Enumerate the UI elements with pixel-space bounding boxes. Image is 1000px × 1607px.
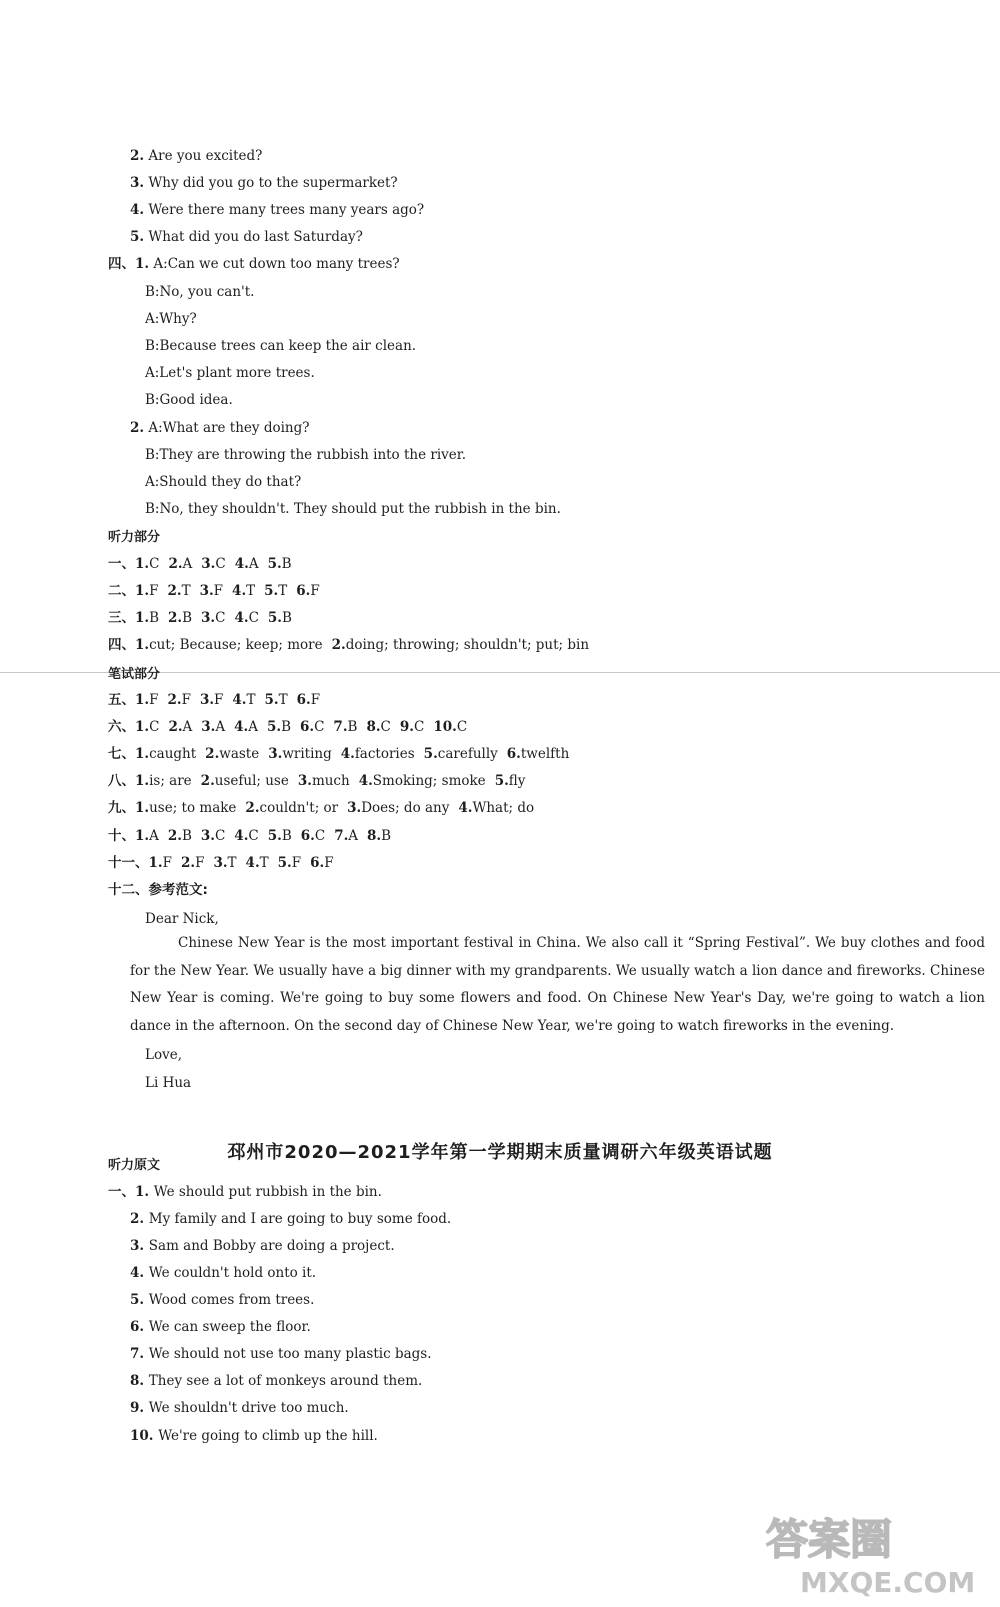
answer-item: 9.C [399,719,425,735]
section-prefix: 四、 [108,637,135,653]
answer-item: 5.F [277,855,302,871]
answer-item: 2.F [180,855,205,871]
section-prefix: 八、 [108,773,135,789]
answer-item: 2.F [167,692,191,708]
answer-item: 5.fly [494,773,526,789]
dialogue-2-line-4: B:No, they shouldn't. They should put the rubbish in the bin. [145,501,561,517]
section-12-label: 十二、参考范文: [108,882,208,898]
watermark-bottom-text: MXQE.COM [800,1566,976,1599]
answer-item: 6.F [296,583,320,599]
answer-item: 1.is; are [135,773,192,789]
answer-item: 3.T [213,855,237,871]
answer-item: 10.C [433,719,468,735]
answer-item: 5.T [264,692,288,708]
answer-item: 1.C [135,719,160,735]
letter-signature: Li Hua [145,1075,192,1091]
answer-item: 6.C [299,719,325,735]
dialogue-1-line-1: 四、1. A:Can we cut down too many trees? [108,256,400,272]
answer-item: 2.T [167,583,191,599]
answer-item: 6.C [300,828,326,844]
answer-item: 5.carefully [423,746,498,762]
watermark-top-text: 答案圈 [766,1515,893,1564]
answer-item: 4.C [234,828,259,844]
dialogue-1-line-2: B:No, you can't. [145,284,255,300]
answer-item: 2.doing; throwing; shouldn't; put; bin [331,637,590,653]
listening-answers-row [108,608,301,628]
dialogue-1-line-5: A:Let's plant more trees. [145,365,315,381]
answer-item: 2.B [167,828,192,844]
answer-item: 1.F [135,692,159,708]
answer-item: 3.much [297,773,350,789]
section-prefix: 三、 [108,610,135,626]
dialogue-2-line-3: A:Should they do that? [145,474,302,490]
exam-title: 邳州市2020—2021学年第一学期期末质量调研六年级英语试题 [227,1142,773,1163]
watermark-logo [760,1504,990,1599]
answer-item: 8.C [366,719,391,735]
answer-item: 4.A [234,719,258,735]
answer-item: 1.cut; Because; keep; more [135,637,323,653]
answer-item: 2.B [168,610,193,626]
answer-item: 4.T [245,855,269,871]
answer-item: 1.A [135,828,159,844]
answer-item: 4.Smoking; smoke [358,773,486,789]
answer-item: 1.F [135,583,159,599]
answer-item: 6.F [310,855,334,871]
answer-item: 4.T [232,583,256,599]
answer-item: 5.B [267,610,292,626]
answer-item: 5.B [266,719,291,735]
answer-item: 3.C [200,828,226,844]
dialogue-1-line-6: B:Good idea. [145,392,233,408]
answer-item: 3.C [201,610,226,626]
writing-answers-row [108,798,543,818]
answer-item: 3.Does; do any [347,800,450,816]
section-prefix: 一、 [108,556,135,572]
answer-item: 3.C [201,556,226,572]
watermark-badge-icon [760,1504,990,1599]
answer-item: 1.B [135,610,160,626]
writing-answers-row [108,717,476,737]
answer-item: 5.B [267,556,292,572]
writing-answers-row [108,771,534,791]
listening-answers-row [108,554,301,574]
dialogue-1-line-4: B:Because trees can keep the air clean. [145,338,417,354]
answer-item: 8.B [367,828,392,844]
answer-item: 3.A [201,719,226,735]
answer-item: 6.F [296,692,321,708]
listening-script-heading: 听力原文 [108,1158,161,1173]
answer-item: 5.B [267,828,292,844]
answer-item: 4.C [234,610,259,626]
listening-answers-row [108,635,598,655]
answer-item: 3.F [199,692,224,708]
script-item: 10. We're going to climb up the hill. [130,1428,378,1444]
script-item: 7. We should not use too many plastic bags. [130,1346,432,1362]
section-prefix: 七、 [108,746,135,762]
answer-item: 1.caught [135,746,197,762]
dialogue-1-line-3: A:Why? [145,311,197,327]
answer-item: 5.T [264,583,288,599]
writing-answers-row [108,744,578,764]
answer-item: 4.T [232,692,256,708]
section-prefix: 二、 [108,583,135,599]
answer-item: 4.A [234,556,259,572]
answer-item: 4.What; do [458,800,535,816]
letter-closing: Love, [145,1047,182,1063]
section-prefix: 六、 [108,719,135,735]
script-item: 5. Wood comes from trees. [130,1292,315,1308]
listening-part-heading: 听力部分 [108,530,161,545]
writing-part-heading: 笔试部分 [108,667,161,682]
script-item: 8. They see a lot of monkeys around them. [130,1373,423,1389]
listening-answers-row [108,581,329,601]
answer-item: 3.writing [268,746,332,762]
answer-item: 7.A [334,828,359,844]
dialogue-2-line-2: B:They are throwing the rubbish into the river. [145,447,467,463]
section-prefix: 九、 [108,800,135,816]
script-item: 6. We can sweep the floor. [130,1319,311,1335]
answer-item: 2.waste [205,746,260,762]
script-item: 一、1. We should put rubbish in the bin. [108,1184,382,1200]
section-prefix: 十、 [108,828,135,844]
script-item: 3. Sam and Bobby are doing a project. [130,1238,395,1254]
answer-3: 3. Why did you go to the supermarket? [130,175,398,191]
answer-item: 3.F [199,583,224,599]
answer-item: 2.A [168,556,193,572]
answer-item: 4.factories [340,746,415,762]
writing-answers-row [108,826,400,846]
script-item: 4. We couldn't hold onto it. [130,1265,317,1281]
letter-greeting: Dear Nick, [145,911,219,927]
section-prefix: 五、 [108,692,135,708]
answer-item: 2.couldn't; or [245,800,339,816]
script-item: 9. We shouldn't drive too much. [130,1400,349,1416]
writing-answers-row [108,853,343,873]
essay-body: Chinese New Year is the most important festival in China. We also call it “Spring Festival”. We buy clothes and food for the New Year. We usually have a big dinner with my grandparents. We usually watch a lion dance and fireworks. Chinese New Year is coming. We're going to buy some flowers and food. On Chinese New Year's Day, we're going to watch a lion dance in the afternoon. On the second day of Chinese New Year, we're going to watch fireworks in the evening. [130,935,985,1034]
answer-5: 5. What did you do last Saturday? [130,229,363,245]
answer-item: 1.C [135,556,160,572]
answer-item: 6.twelfth [506,746,570,762]
answer-item: 2.useful; use [200,773,289,789]
answer-item: 1.use; to make [135,800,237,816]
answer-item: 2.A [168,719,193,735]
section-prefix: 十一、 [108,855,149,871]
answer-2: 2. Are you excited? [130,148,263,164]
script-item: 2. My family and I are going to buy some food. [130,1211,452,1227]
dialogue-2-line-1: 2. A:What are they doing? [130,420,310,436]
answer-item: 7.B [333,719,358,735]
answer-item: 1.F [148,855,172,871]
answer-4: 4. Were there many trees many years ago? [130,202,425,218]
writing-answers-row [108,690,329,710]
